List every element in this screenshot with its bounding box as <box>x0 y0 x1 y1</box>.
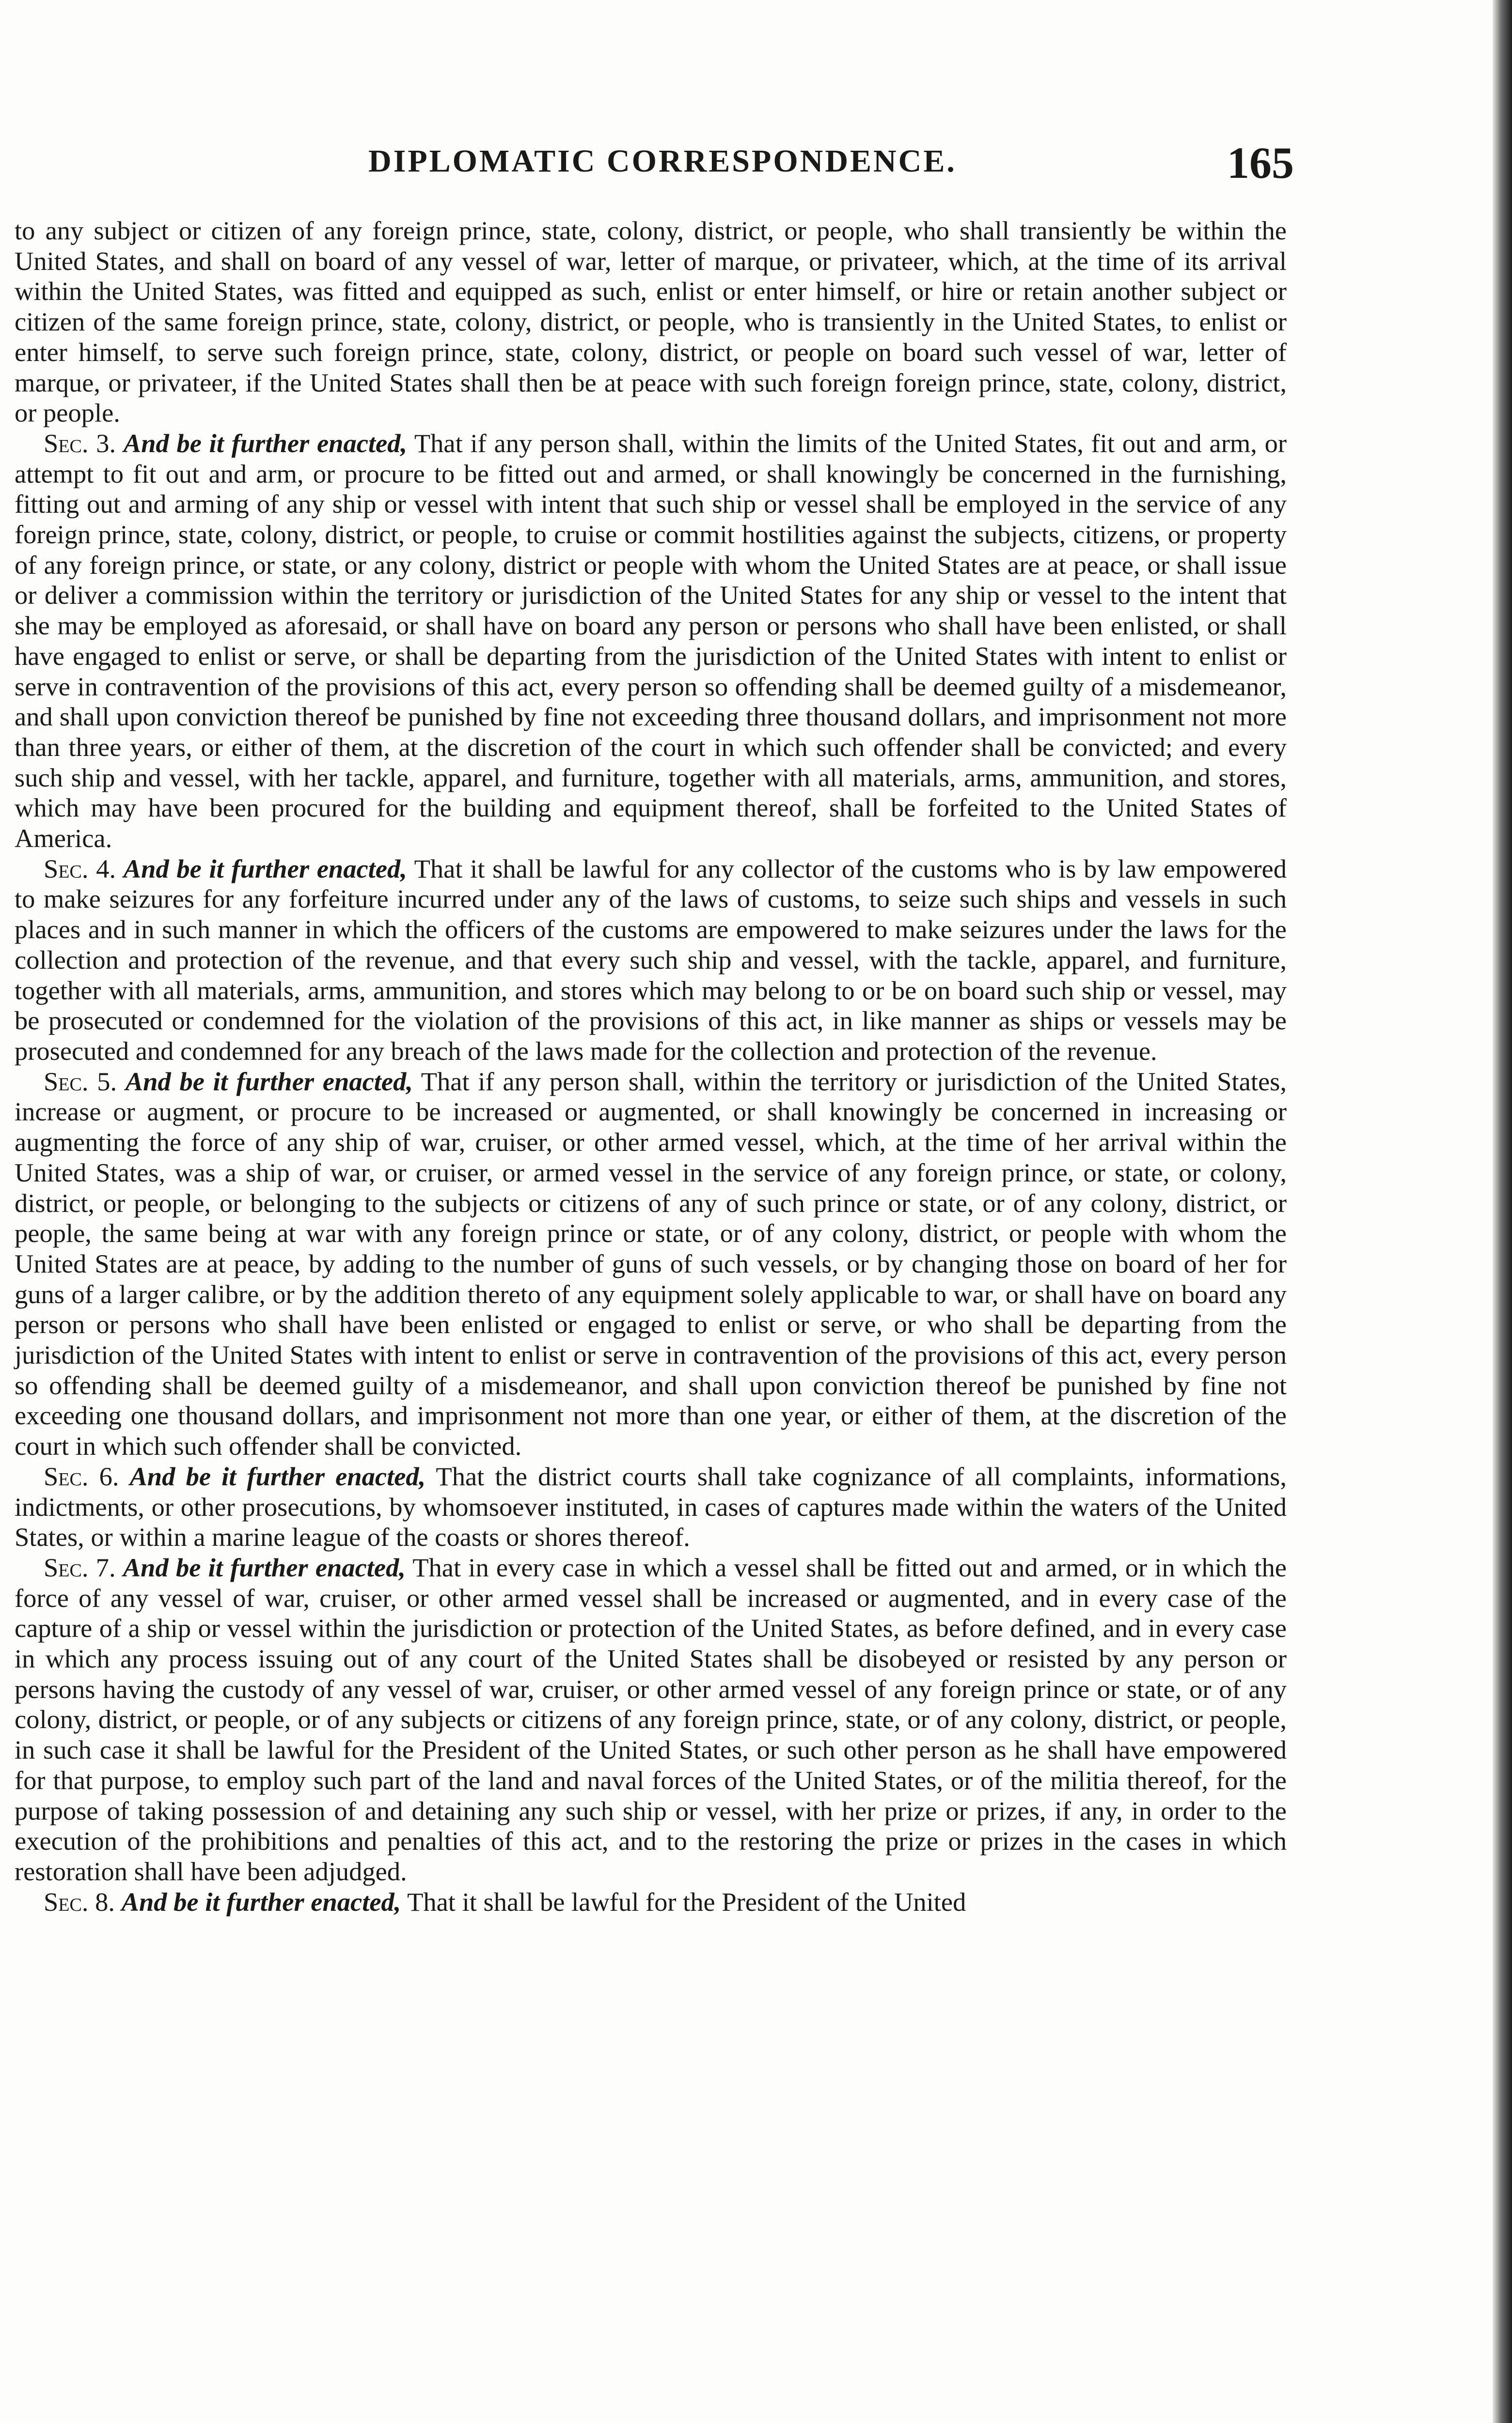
section-8-text: That it shall be lawful for the President of the United <box>407 1887 966 1917</box>
section-7-number: Sec. 7. <box>44 1552 116 1582</box>
page-number: 165 <box>1227 138 1294 188</box>
section-5-number: Sec. 5. <box>44 1066 117 1096</box>
binding-edge <box>1493 0 1512 2423</box>
page-header <box>368 138 1294 196</box>
running-head: DIPLOMATIC CORRESPONDENCE. <box>368 143 957 179</box>
section-6 <box>15 1462 1287 1553</box>
section-8-number: Sec. 8. <box>44 1887 115 1917</box>
body-text <box>15 216 1287 1917</box>
section-3-enacting-clause: And be it further enacted, <box>123 428 408 458</box>
section-6-text: That the district courts shall take cognizance of all complaints, informations, indictments, or other prosecutions, by whomsoever instituted, in cases of captures made within the waters of the United States, or within a marine league of the coasts or shores thereof. <box>15 1461 1287 1552</box>
continued-paragraph: to any subject or citizen of any foreign prince, state, colony, district, or people, who shall transiently be within the United States, and shall on board of any vessel of war, letter of marque, or privateer, which, at the time of its arrival within the United States, was fitted and equipped as such, enlist or enter himself, or hire or retain another subject or citizen of the same foreign prince, state, colony, district, or people, who is transiently in the United States, to enlist or enter himself, to serve such foreign prince, state, colony, district, or people on board such vessel of war, letter of marque, or privateer, if the United States shall then be at peace with such foreign foreign prince, state, colony, district, or people. <box>15 216 1287 428</box>
section-4 <box>15 854 1287 1067</box>
section-7-text: That in every case in which a vessel shall be fitted out and armed, or in which the force of any vessel of war, cruiser, or other armed vessel shall be increased or augmented, and in every case of the capture of a ship or vessel within the jurisdiction or protection of the United States, as before defined, and in every case in which any process issuing out of any court of the United States shall be disobeyed or resisted by any person or persons having the custody of any vessel of war, cruiser, or other armed vessel of any foreign prince or state, or of any colony, district, or people, or of any subjects or citizens of any foreign prince, state, or of any colony, district, or people, in such case it shall be lawful for the President of the United States, or such other person as he shall have empowered for that purpose, to employ such part of the land and naval forces of the United States, or of the militia thereof, for the purpose of taking possession of and detaining any such ship or vessel, with her prize or prizes, if any, in order to the execution of the prohibitions and penalties of this act, and to the restoring the prize or prizes in the cases in which restoration shall have been adjudged. <box>15 1552 1287 1886</box>
section-3-number: Sec. 3. <box>44 428 116 458</box>
section-6-number: Sec. 6. <box>44 1461 119 1491</box>
section-6-enacting-clause: And be it further enacted, <box>129 1461 426 1491</box>
section-4-text: That it shall be lawful for any collector of the customs who is by law empowered to make seizures for any forfeiture incurred under any of the laws of customs, to seize such ships and vessels in such places and in such manner in which the officers of the customs are empowered to make seizures under the laws for the collection and protection of the revenue, and that every such ship and vessel, with the tackle, apparel, and furniture, together with all materials, arms, ammunition, and stores which may belong to or be on board such ship or vessel, may be prosecuted or condemned for the violation of the provisions of this act, in like manner as ships or vessels may be prosecuted and condemned for any breach of the laws made for the collection and protection of the revenue. <box>15 853 1287 1066</box>
section-5 <box>15 1067 1287 1462</box>
section-4-enacting-clause: And be it further enacted, <box>123 853 407 883</box>
section-3 <box>15 428 1287 854</box>
section-5-enacting-clause: And be it further enacted, <box>125 1066 413 1096</box>
section-3-text: That if any person shall, within the limits of the United States, fit out and arm, or attempt to fit out and arm, or procure to be fitted out and armed, or shall knowingly be concerned in the furnishing, fitting out and arming of any ship or vessel with intent that such ship or vessel shall be employed in the service of any foreign prince, state, colony, district, or people, to cruise or commit hostilities against the subjects, citizens, or property of any foreign prince, or state, or any colony, district or people with whom the United States are at peace, or shall issue or deliver a commission within the territory or jurisdiction of the United States for any ship or vessel to the intent that she may be employed as aforesaid, or shall have on board any person or persons who shall have been enlisted, or shall have engaged to enlist or serve, or shall be departing from the jurisdiction of the United States with intent to enlist or serve in contravention of the provisions of this act, every person so offending shall be deemed guilty of a misdemeanor, and shall upon conviction thereof be punished by fine not exceeding three thousand dollars, and imprisonment not more than three years, or either of them, at the discretion of the court in which such offender shall be convicted; and every such ship and vessel, with her tackle, apparel, and furniture, together with all materials, arms, ammunition, and stores, which may have been procured for the building and equipment thereof, shall be forfeited to the United States of America. <box>15 428 1287 853</box>
section-5-text: That if any person shall, within the territory or jurisdiction of the United States, increase or augment, or procure to be increased or augmented, or shall knowingly be concerned in increasing or augmenting the force of any ship of war, cruiser, or other armed vessel, which, at the time of her arrival within the United States, was a ship of war, or cruiser, or armed vessel in the service of any foreign prince, or state, or colony, district, or people, or belonging to the subjects or citizens of any of such prince or state, or of any colony, district, or people, the same being at war with any foreign prince or state, or of any colony, district, or people with whom the United States are at peace, by adding to the number of guns of such vessels, or by changing those on board of her for guns of a larger calibre, or by the addition thereto of any equipment solely applicable to war, or shall have on board any person or persons who shall have been enlisted or engaged to enlist or serve, or who shall be departing from the jurisdiction of the United States with intent to enlist or serve in contravention of the provisions of this act, every person so offending shall be deemed guilty of a misdemeanor, and shall upon conviction thereof be punished by fine not exceeding one thousand dollars, and imprisonment not more than one year, or either of them, at the discretion of the court in which such offender shall be convicted. <box>15 1066 1287 1461</box>
section-4-number: Sec. 4. <box>44 853 116 883</box>
section-7-enacting-clause: And be it further enacted, <box>123 1552 406 1582</box>
section-8-enacting-clause: And be it further enacted, <box>121 1887 401 1917</box>
section-7 <box>15 1553 1287 1887</box>
section-8 <box>15 1887 1287 1918</box>
